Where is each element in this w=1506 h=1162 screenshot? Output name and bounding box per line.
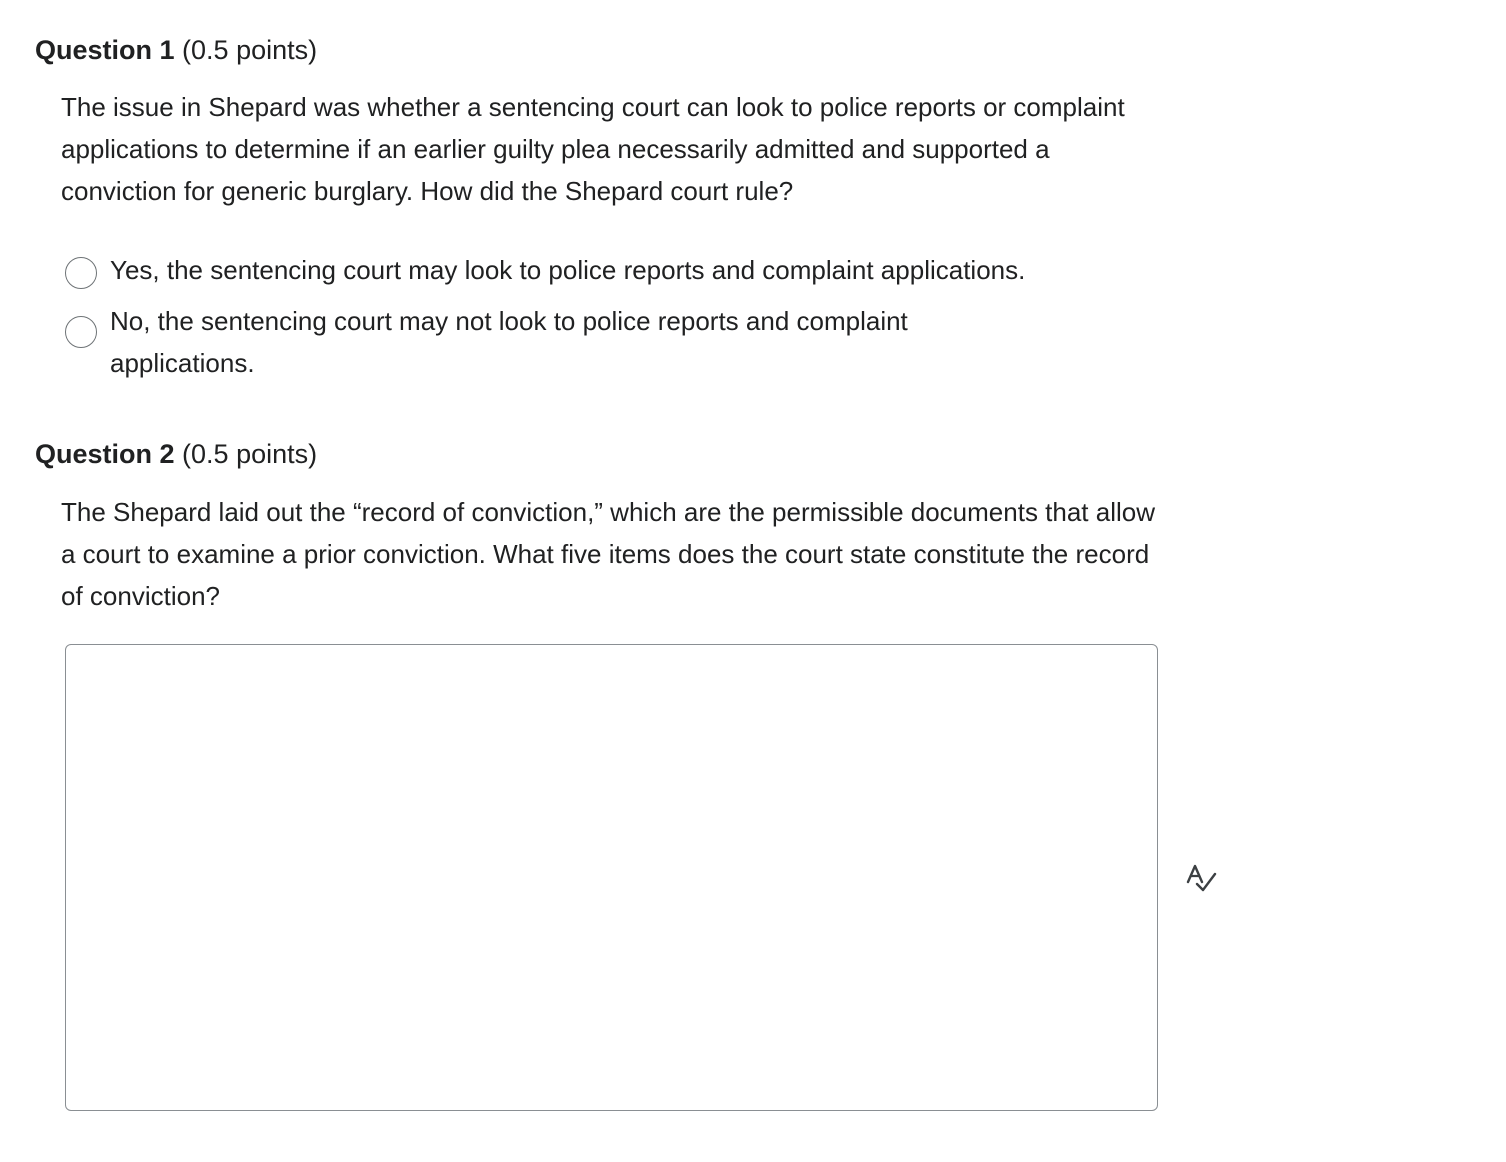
radio-button-option-2[interactable] xyxy=(65,316,97,348)
question-1-title: Question 1 xyxy=(35,35,175,65)
spellcheck-icon[interactable] xyxy=(1184,862,1218,894)
question-2-points: (0.5 points) xyxy=(182,439,318,469)
question-2-heading xyxy=(35,438,317,470)
radio-button-option-1[interactable] xyxy=(65,257,97,289)
question-1-points: (0.5 points) xyxy=(182,35,318,65)
question-1-text: The issue in Shepard was whether a sentencing court can look to police reports or complaint applications to determine if an earlier guilty plea necessarily admitted and supported a conviction for generic burglary. How did the Shepard court rule? xyxy=(61,92,1125,206)
question-2-title: Question 2 xyxy=(35,439,175,469)
question-2-text: The Shepard laid out the “record of conviction,” which are the permissible documents that allow a court to examine a prior conviction. What five items does the court state constitute the record of conviction? xyxy=(61,497,1156,611)
answer-text-area[interactable] xyxy=(65,644,1158,1111)
question-1-heading xyxy=(35,34,317,66)
option-1-label[interactable]: Yes, the sentencing court may look to police reports and complaint applications. xyxy=(110,255,1026,285)
option-2-label[interactable]: No, the sentencing court may not look to police reports and complaint applications. xyxy=(110,306,908,378)
